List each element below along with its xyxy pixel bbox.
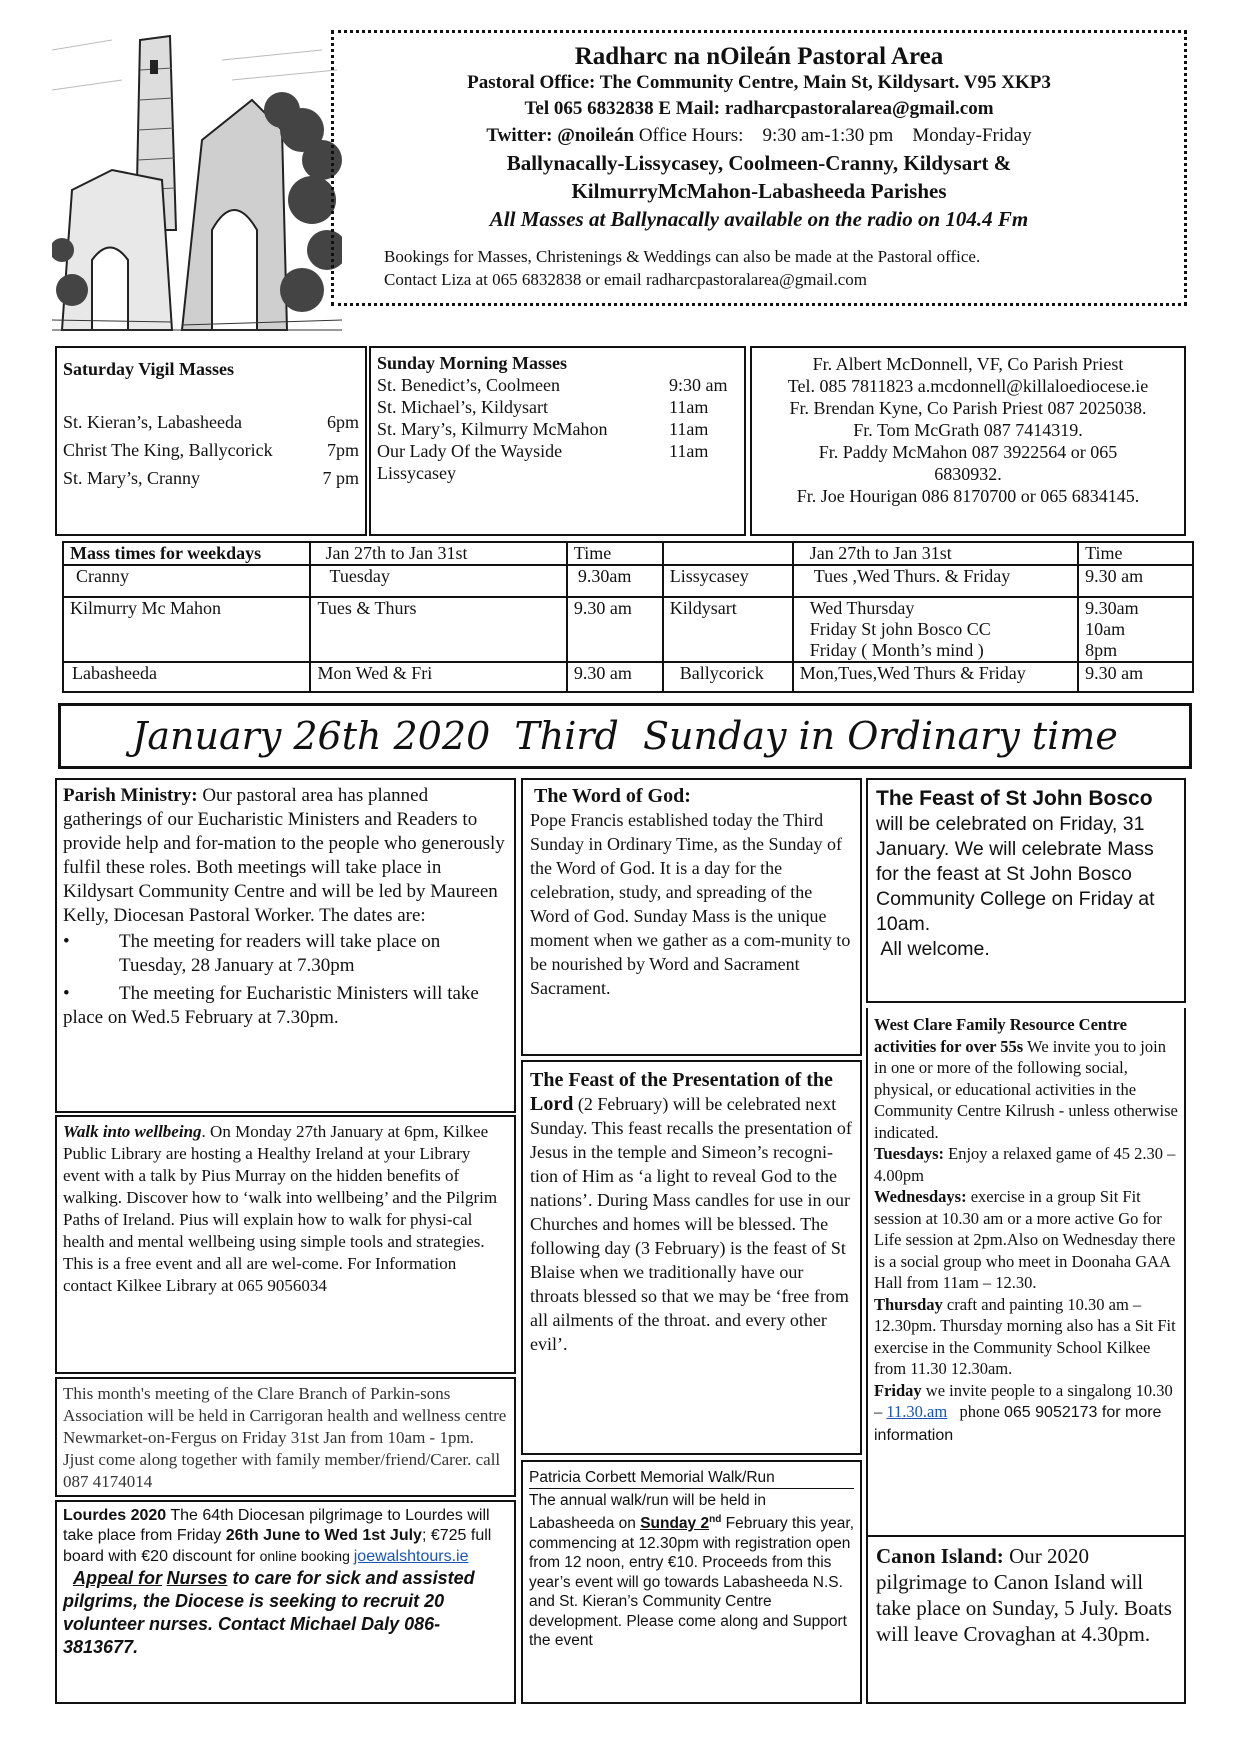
lourdes-text: The 64th Diocesan pilgrimage to Lourdes will take place from Friday	[63, 1507, 490, 1544]
joewalshtours-link[interactable]: joewalshtours.ie	[353, 1548, 469, 1565]
sunday-church: Our Lady Of the Wayside	[377, 441, 563, 461]
saturday-church: St. Kieran’s, Labasheeda	[63, 412, 242, 432]
priests-box	[750, 346, 1186, 536]
time-line: 9.30am	[1085, 598, 1139, 618]
sunday-masses-box	[369, 346, 746, 536]
wednesday-label: Wednesdays:	[874, 1187, 967, 1206]
presentation-text: (2 February) will be celebrated next Sunday. This feast recalls the presentation of Jesus in the temple and Simeon’s recogni-tion of Him as ‘a light to reveal God to the nations’. During Mass candles for use in our Churches and homes will be blessed. The following day (3 February) is the feast of St Blaise when we traditionally have our throats blessed so that we may be ‘free from all ailments of the throat. and every other evil’.	[530, 1094, 852, 1354]
appeal-label: Appeal for	[73, 1568, 163, 1588]
priest-line: 6830932.	[934, 464, 1002, 484]
sunday-extra: Lissycasey	[377, 463, 456, 483]
header-bookings-1: Bookings for Masses, Christenings & Weddings can also be made at the Pastoral office.	[384, 247, 981, 266]
lourdes-booking: online booking	[259, 1548, 354, 1564]
friday-text: we invite people to a singalong 10.30 –	[874, 1380, 1173, 1421]
bullet-icon: •	[63, 931, 70, 952]
canon-title: Canon Island:	[876, 1544, 1004, 1568]
header-cell: Mass times for weekdays	[63, 542, 310, 565]
cell-time: 9.30 am	[1078, 565, 1193, 597]
banner-text: January 26th 2020 Third Sunday in Ordinary time	[132, 714, 1118, 758]
ministry-title: Parish Ministry:	[63, 785, 198, 806]
church-ruin-illustration	[52, 30, 342, 338]
header-contact: Tel 065 6832838 E Mail: radharcpastoralarea@gmail.com	[524, 98, 994, 119]
tuesday-text: Enjoy a relaxed game of 45 2.30 – 4.00pm	[874, 1144, 1176, 1185]
header-bookings-2: Contact Liza at 065 6832838 or email radharcpastoralarea@gmail.com	[384, 270, 867, 289]
presentation-title: The Feast of the Presentation of the Lord	[530, 1069, 833, 1115]
westclare-title: West Clare Family Resource Centre activities for over 55s	[874, 1015, 1127, 1056]
saturday-time: 7 pm	[322, 468, 359, 488]
cell-church: Lissycasey	[663, 565, 793, 597]
patricia-day: Sunday 2	[640, 1515, 710, 1533]
friday-label: Friday	[874, 1380, 922, 1400]
saturday-church: St. Mary’s, Cranny	[63, 468, 200, 488]
lourdes-price: ; €725 full board with €20 discount for	[63, 1527, 492, 1565]
patricia-walk-box	[521, 1460, 862, 1704]
cell-days	[793, 597, 1078, 662]
patricia-sup: nd	[709, 1514, 722, 1525]
sunday-time: 11am	[669, 419, 709, 439]
bosco-box	[866, 778, 1186, 1003]
sunday-time: 9:30 am	[669, 375, 728, 395]
cell-church: Kilmurry Mc Mahon	[63, 597, 310, 662]
west-clare-box	[866, 1008, 1186, 1535]
cell-days: Mon,Tues,Wed Thurs & Friday	[793, 662, 1078, 692]
priest-line: Fr. Albert McDonnell, VF, Co Parish Priest	[812, 354, 1124, 374]
header-cell: Time	[567, 542, 663, 565]
presentation-box	[521, 1060, 862, 1455]
thursday-label: Thursday	[874, 1294, 943, 1314]
patricia-text-2: February this year, commencing at 12.30pm with registration open from 12 noon, entry €10. Proceeds from this year’s event will go towards Labasheeda N.S. and St. Kieran’s Community Centre development. Please come along and Support the event	[529, 1515, 854, 1650]
sunday-church: St. Michael’s, Kildysart	[377, 397, 548, 417]
word-tail: Sacrament.	[530, 978, 611, 998]
cell-time: 9.30 am	[1078, 662, 1193, 692]
sunday-title: Sunday Morning Masses	[377, 353, 568, 373]
appeal-text: to care for sick and assisted pilgrims, the Diocese is seeking to recruit 20 volunteer nurses. Contact Michael Daly 086-3813677.	[63, 1568, 475, 1657]
cell-time: 9.30am	[567, 565, 663, 597]
lourdes-title: Lourdes 2020	[63, 1507, 167, 1524]
parish-ministry-box	[55, 778, 516, 1113]
cell-church: Labasheeda	[63, 662, 310, 692]
wednesday-text: exercise in a group Sit Fit session at 10.30 am or a more active Go for Life session at 2pm.Also on Wednesday there is a social group who meet in Doonaha GAA Hall from 11am – 12.30.	[874, 1187, 1176, 1292]
header-cell: Jan 27th to Jan 31st	[310, 542, 566, 565]
saturday-church: Christ The King, Ballycorick	[63, 440, 273, 460]
cell-days: Tuesday	[310, 565, 566, 597]
day-line: Wed Thursday	[809, 598, 915, 618]
ministry-text: Our pastoral area has planned gatherings of our Eucharistic Ministers and Readers to provide help and for-mation to the people who generously fulfil these roles. Both meetings will take place in Kildysart Community Centre and will be led by Maureen Kelly, Diocesan Pastoral Worker. The dates are:	[63, 785, 505, 926]
weekday-mass-table	[62, 541, 1194, 693]
cell-time	[1078, 597, 1193, 662]
phone-label: phone	[947, 1402, 1004, 1421]
thursday-text: craft and painting 10.30 am – 12.30pm. Thursday morning also has a Sit Fit exercise in the Community School Kilkee from 11.30 12.30am.	[874, 1294, 1176, 1378]
day-line: Friday ( Month’s mind )	[809, 640, 984, 660]
saturday-time: 7pm	[326, 440, 359, 460]
saturday-time: 6pm	[326, 412, 359, 432]
walk-title: Walk into wellbeing	[63, 1122, 202, 1141]
bullet-icon: •	[63, 983, 70, 1004]
priest-line: Fr. Joe Hourigan 086 8170700 or 065 6834145.	[796, 486, 1140, 506]
time-line: 10am	[1085, 619, 1126, 639]
header-cell: Time	[1078, 542, 1193, 565]
date-banner	[58, 703, 1192, 769]
phone-text: 065 9052173 for more information	[874, 1404, 1162, 1444]
table-header-row	[63, 542, 1193, 565]
cell-church: Cranny	[63, 565, 310, 597]
header-parishes-1: Ballynacally-Lissycasey, Coolmeen-Cranny, Kildysart &	[506, 151, 1012, 175]
header-cell: Jan 27th to Jan 31st	[793, 542, 1078, 565]
lourdes-box	[55, 1500, 516, 1704]
table-row	[63, 565, 1193, 597]
priest-line: Tel. 085 7811823 a.mcdonnell@killaloediocese.ie	[787, 376, 1149, 396]
lourdes-dates: 26th June to Wed 1st July	[225, 1527, 422, 1544]
patricia-title: Patricia Corbett Memorial Walk/Run	[529, 1468, 854, 1489]
cell-church: Ballycorick	[663, 662, 793, 692]
parkinsons-text: This month's meeting of the Clare Branch of Parkin-sons Association will be held in Carrigoran health and wellness centre Newmarket-on-Fergus on Friday 31st Jan from 10am - 1pm. Jjust come along together with family member/friend/Carer. call 087 4174014	[63, 1384, 507, 1491]
walk-text: . On Monday 27th January at 6pm, Kilkee Public Library are hosting a Healthy Ireland at your Library event with a talk by Pius Murray on the hidden benefits of walking. Discover how to ‘walk into wellbeing’ and the Pilgrim Paths of Ireland. Pius will explain how to walk for physi-cal health and mental wellbeing using simple tools and strategies. This is a free event and all are wel-come. For Information contact Kilkee Library at 065 9056034	[63, 1122, 498, 1295]
word-text: Pope Francis established today the Third Sunday in Ordinary Time, as the Sunday of the Word of God. It is a day for the celebration, study, and spreading of the Word of God. Sunday Mass is the unique moment when we gather as a com-munity to be nourished by Word and Sacrament	[530, 810, 851, 974]
ministry-bullet: The meeting for readers will take place on Tuesday, 28 January at 7.30pm	[119, 931, 441, 976]
time-link[interactable]: 11.30.am	[886, 1402, 948, 1421]
sunday-church: St. Mary’s, Kilmurry McMahon	[377, 419, 608, 439]
cell-days: Tues & Thurs	[310, 597, 566, 662]
header-radio: All Masses at Ballynacally available on the radio on 104.4 Fm	[489, 207, 1029, 231]
priest-line: Fr. Paddy McMahon 087 3922564 or 065	[818, 442, 1118, 462]
bosco-text: will be celebrated on Friday, 31 January. We will celebrate Mass for the feast at St John Bosco Community College on Friday at 10am.	[876, 813, 1155, 935]
parkinsons-box	[55, 1377, 516, 1497]
ministry-bullet: The meeting for Eucharistic Ministers will take place on Wed.5 February at 7.30pm.	[63, 983, 479, 1028]
priest-line: Fr. Tom McGrath 087 7414319.	[853, 420, 1083, 440]
walk-wellbeing-box	[55, 1115, 516, 1374]
westclare-intro: We invite you to join in one or more of the following social, physical, or educational activities in the Community Centre Kilrush - unless otherwise indicated.	[874, 1036, 1178, 1142]
cell-days: Tues ,Wed Thurs. & Friday	[793, 565, 1078, 597]
priest-line: Fr. Brendan Kyne, Co Parish Priest 087 2025038.	[789, 398, 1147, 418]
header-parishes-2: KilmurryMcMahon-Labasheeda Parishes	[571, 179, 947, 203]
cell-church: Kildysart	[663, 597, 793, 662]
canon-island-box	[866, 1535, 1186, 1704]
table-row	[63, 597, 1193, 662]
header-box	[331, 30, 1187, 306]
header-office: Pastoral Office: The Community Centre, Main St, Kildysart. V95 XKP3	[467, 72, 1051, 93]
cell-time: 9.30 am	[567, 662, 663, 692]
word-of-god-box	[521, 778, 862, 1056]
saturday-vigil-box	[55, 346, 367, 536]
sunday-time: 11am	[669, 441, 709, 461]
sunday-church: St. Benedict’s, Coolmeen	[377, 375, 560, 395]
header-twitter: Twitter: @noileán	[486, 125, 635, 146]
cell-days: Mon Wed & Fri	[310, 662, 566, 692]
bosco-tail: All welcome.	[876, 938, 990, 960]
header-cell	[663, 542, 793, 565]
table-row	[63, 662, 1193, 692]
time-line: 8pm	[1085, 640, 1118, 660]
header-hours: Office Hours: 9:30 am-1:30 pm Monday-Friday	[638, 125, 1032, 146]
sunday-time: 11am	[669, 397, 709, 417]
canon-text: Our 2020 pilgrimage to Canon Island will take place on Sunday, 5 July. Boats will leave Crovaghan at 4.30pm.	[876, 1544, 1172, 1646]
cell-time: 9.30 am	[567, 597, 663, 662]
appeal-nurses: Nurses	[166, 1568, 228, 1588]
day-line: Friday St john Bosco CC	[809, 619, 991, 639]
tuesday-label: Tuesdays:	[874, 1144, 945, 1163]
saturday-title: Saturday Vigil Masses	[63, 359, 235, 379]
header-title: Radharc na nOileán Pastoral Area	[574, 43, 944, 70]
bosco-title: The Feast of St John Bosco	[876, 787, 1153, 810]
word-title: The Word of God:	[534, 785, 691, 807]
patricia-text: The annual walk/run will be held in Labasheeda on	[529, 1491, 766, 1533]
